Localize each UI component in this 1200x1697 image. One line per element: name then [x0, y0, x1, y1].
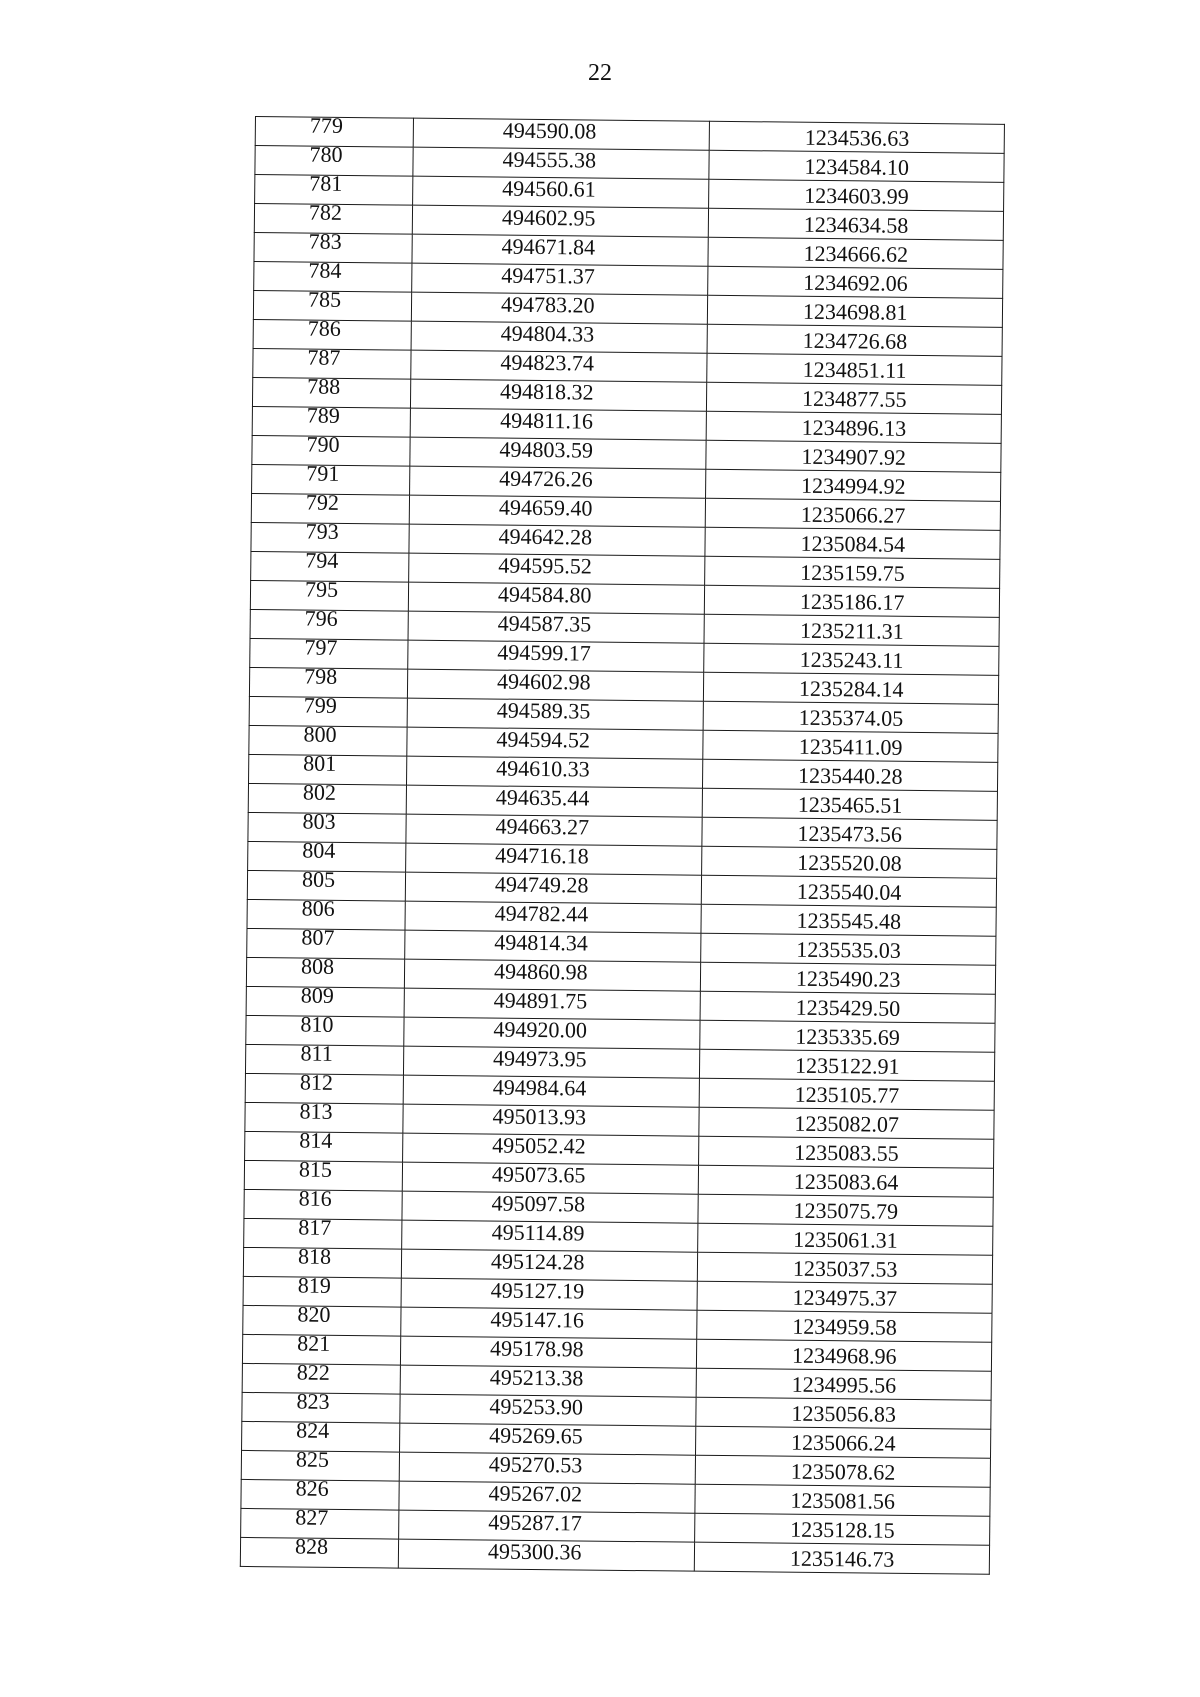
cell-text: 1234995.56 — [791, 1371, 897, 1398]
cell-text: 1235037.53 — [792, 1255, 898, 1282]
y-coordinate-cell — [701, 991, 996, 1023]
cell-text: 810 — [300, 1011, 334, 1037]
cell-text: 791 — [306, 460, 340, 486]
y-coordinate-cell — [708, 237, 1003, 269]
cell-text: 494920.00 — [493, 1016, 588, 1043]
cell-text: 805 — [301, 866, 336, 892]
cell-text: 797 — [304, 634, 338, 660]
cell-text: 494860.98 — [493, 958, 588, 985]
cell-text: 824 — [296, 1417, 330, 1443]
cell-text: 494716.18 — [495, 842, 589, 869]
page-number: 22 — [588, 60, 612, 86]
cell-text: 1235335.69 — [795, 1023, 900, 1050]
cell-text: 494782.44 — [494, 900, 589, 927]
cell-text: 494602.95 — [501, 204, 596, 231]
cell-text: 495267.02 — [488, 1480, 583, 1507]
cell-text: 1235075.79 — [793, 1197, 899, 1224]
cell-text: 1235078.62 — [790, 1458, 896, 1485]
cell-text: 1234994.92 — [801, 472, 906, 499]
cell-text: 815 — [298, 1156, 333, 1182]
y-coordinate-cell — [699, 1165, 994, 1197]
cell-text: 494823.74 — [500, 349, 595, 376]
cell-text: 495127.19 — [490, 1277, 585, 1304]
y-coordinate-cell — [706, 498, 1001, 530]
cell-text: 820 — [297, 1301, 331, 1327]
cell-text: 494671.84 — [501, 233, 596, 260]
cell-text: 788 — [307, 373, 341, 399]
y-coordinate-cell — [698, 1223, 993, 1255]
cell-text: 812 — [299, 1069, 334, 1095]
cell-text: 494594.52 — [496, 726, 591, 753]
y-coordinate-cell — [698, 1252, 993, 1284]
y-coordinate-cell — [695, 1484, 990, 1516]
cell-text: 801 — [303, 750, 337, 776]
y-coordinate-cell — [707, 382, 1002, 414]
cell-text: 780 — [309, 141, 343, 167]
cell-text: 1235535.03 — [796, 936, 901, 963]
cell-text: 494751.37 — [501, 262, 595, 289]
y-coordinate-cell — [702, 846, 997, 878]
cell-text: 494803.59 — [499, 436, 594, 463]
cell-text: 494973.95 — [493, 1045, 587, 1072]
y-coordinate-cell — [708, 295, 1003, 327]
cell-text: 803 — [302, 808, 336, 834]
cell-text: 790 — [306, 431, 340, 457]
y-coordinate-cell — [703, 730, 998, 762]
y-coordinate-cell — [703, 759, 998, 791]
cell-text: 785 — [307, 286, 342, 312]
cell-text: 1235083.55 — [794, 1139, 899, 1166]
y-coordinate-cell — [702, 875, 997, 907]
cell-text: 1235411.09 — [798, 733, 903, 760]
cell-text: 1235284.14 — [798, 675, 904, 702]
y-coordinate-cell — [696, 1455, 991, 1487]
cell-text: 1235056.83 — [791, 1400, 897, 1427]
cell-text: 1234975.37 — [792, 1284, 898, 1311]
cell-text: 796 — [304, 605, 338, 631]
cell-text: 781 — [309, 170, 343, 196]
cell-text: 821 — [297, 1330, 331, 1356]
cell-text: 1234896.13 — [801, 414, 907, 441]
cell-text: 495270.53 — [488, 1451, 583, 1478]
y-coordinate-cell — [696, 1397, 991, 1429]
cell-text: 816 — [298, 1185, 332, 1211]
cell-text: 819 — [297, 1272, 331, 1298]
cell-text: 494584.80 — [497, 581, 592, 608]
y-coordinate-cell — [704, 701, 999, 733]
cell-text: 1234959.58 — [792, 1313, 897, 1340]
cell-text: 495178.98 — [489, 1335, 584, 1362]
y-coordinate-cell — [706, 440, 1001, 472]
cell-text: 1235429.50 — [795, 994, 901, 1021]
cell-text: 782 — [308, 199, 343, 225]
cell-text: 1235083.64 — [793, 1168, 899, 1195]
point-number-cell — [240, 1533, 398, 1568]
cell-text: 495097.58 — [491, 1190, 586, 1217]
cell-text: 784 — [308, 257, 342, 283]
cell-text: 494811.16 — [500, 407, 594, 434]
cell-text: 1235440.28 — [797, 762, 903, 789]
cell-text: 494891.75 — [493, 987, 588, 1014]
cell-text: 1234692.06 — [803, 269, 908, 296]
cell-text: 495269.65 — [489, 1422, 583, 1449]
cell-text: 794 — [305, 547, 339, 573]
y-coordinate-cell — [698, 1194, 993, 1226]
cell-text: 799 — [303, 692, 337, 718]
y-coordinate-cell — [699, 1136, 994, 1168]
cell-text: 1235146.73 — [789, 1545, 895, 1572]
y-coordinate-cell — [697, 1339, 992, 1371]
cell-text: 783 — [308, 228, 342, 254]
cell-text: 826 — [295, 1475, 329, 1501]
cell-text: 494610.33 — [496, 755, 590, 782]
cell-text: 813 — [299, 1098, 333, 1124]
cell-text: 786 — [307, 315, 341, 341]
y-coordinate-cell — [700, 1049, 995, 1081]
y-coordinate-cell — [701, 904, 996, 936]
cell-text: 495147.16 — [490, 1306, 585, 1333]
cell-text: 495073.65 — [491, 1161, 586, 1188]
cell-text: 807 — [301, 924, 335, 950]
y-coordinate-cell — [709, 208, 1004, 240]
cell-text: 795 — [304, 576, 339, 602]
cell-text: 789 — [306, 402, 341, 428]
cell-text: 494726.26 — [499, 465, 593, 492]
cell-text: 494555.38 — [502, 146, 597, 173]
coordinates-table-body — [240, 112, 1004, 1575]
cell-text: 494590.08 — [502, 117, 597, 144]
y-coordinate-cell — [704, 672, 999, 704]
cell-text: 787 — [307, 344, 341, 370]
cell-text: 1234968.96 — [791, 1342, 897, 1369]
cell-text: 1234877.55 — [801, 385, 907, 412]
cell-text: 1234603.99 — [804, 182, 909, 209]
cell-text: 1235243.11 — [799, 646, 904, 673]
y-coordinate-cell — [705, 527, 1000, 559]
cell-text: 828 — [294, 1533, 329, 1559]
cell-text: 494984.64 — [492, 1074, 587, 1101]
cell-text: 494589.35 — [496, 697, 591, 724]
y-coordinate-cell — [710, 121, 1005, 153]
cell-text: 802 — [302, 779, 337, 805]
cell-text: 1235186.17 — [799, 588, 905, 615]
cell-text: 494602.98 — [496, 668, 591, 695]
y-coordinate-cell — [704, 643, 999, 675]
cell-text: 823 — [296, 1388, 330, 1414]
cell-text: 1235211.31 — [799, 617, 904, 644]
cell-text: 495124.28 — [490, 1248, 585, 1275]
y-coordinate-cell — [695, 1513, 990, 1545]
cell-text: 494814.34 — [494, 929, 588, 956]
cell-text: 495287.17 — [488, 1509, 582, 1536]
cell-text: 1235374.05 — [798, 704, 904, 731]
cell-text: 494663.27 — [495, 813, 590, 840]
cell-text: 1235122.91 — [794, 1052, 900, 1079]
cell-text: 1234851.11 — [802, 356, 907, 383]
y-coordinate-cell — [706, 469, 1001, 501]
cell-text: 822 — [296, 1359, 330, 1385]
cell-text: 494560.61 — [502, 175, 596, 202]
y-coordinate-cell — [699, 1107, 994, 1139]
cell-text: 804 — [302, 837, 336, 863]
cell-text: 1235465.51 — [797, 791, 903, 818]
cell-text: 1234634.58 — [803, 211, 909, 238]
cell-text: 494749.28 — [494, 871, 589, 898]
cell-text: 800 — [303, 721, 337, 747]
cell-text: 1235490.23 — [795, 965, 901, 992]
y-coordinate-cell — [702, 817, 997, 849]
cell-text: 818 — [297, 1243, 332, 1269]
y-coordinate-cell — [696, 1426, 991, 1458]
cell-text: 495253.90 — [489, 1393, 584, 1420]
y-coordinate-cell — [707, 411, 1002, 443]
cell-text: 827 — [295, 1504, 329, 1530]
cell-text: 1235545.48 — [796, 907, 902, 934]
y-coordinate-cell — [705, 585, 1000, 617]
cell-text: 792 — [305, 489, 340, 515]
y-coordinate-cell — [708, 266, 1003, 298]
cell-text: 494818.32 — [499, 378, 594, 405]
cell-text: 1235473.56 — [797, 820, 903, 847]
cell-text: 495052.42 — [492, 1132, 586, 1159]
y-coordinate-cell — [707, 353, 1002, 385]
cell-text: 494599.17 — [497, 639, 592, 666]
y-coordinate-cell — [709, 150, 1004, 182]
cell-text: 1235061.31 — [793, 1226, 898, 1253]
cell-text: 1234536.63 — [804, 124, 910, 151]
cell-text: 1235081.56 — [790, 1487, 896, 1514]
y-coordinate-cell — [701, 962, 996, 994]
cell-text: 806 — [301, 895, 335, 921]
cell-text: 494635.44 — [495, 784, 590, 811]
y-coordinate-cell — [704, 614, 999, 646]
cell-text: 1235082.07 — [794, 1110, 900, 1137]
cell-text: 1235105.77 — [794, 1081, 900, 1108]
cell-text: 494595.52 — [498, 552, 592, 579]
y-coordinate-cell — [697, 1281, 992, 1313]
cell-text: 495213.38 — [489, 1364, 584, 1391]
y-coordinate-cell — [709, 179, 1004, 211]
cell-text: 1234698.81 — [802, 298, 908, 325]
cell-text: 495300.36 — [487, 1538, 582, 1565]
y-coordinate-cell — [700, 1078, 995, 1110]
y-coordinate-cell — [703, 788, 998, 820]
cell-text: 494804.33 — [500, 320, 595, 347]
cell-text: 1235084.54 — [800, 530, 906, 557]
cell-text: 495114.89 — [491, 1219, 585, 1246]
cell-text: 494783.20 — [500, 291, 595, 318]
cell-text: 1234584.10 — [804, 153, 910, 180]
cell-text: 1235066.27 — [800, 501, 906, 528]
y-coordinate-cell — [705, 556, 1000, 588]
cell-text: 1235128.15 — [790, 1516, 895, 1543]
cell-text: 798 — [304, 663, 338, 689]
y-coordinate-cell — [695, 1542, 990, 1574]
cell-text: 814 — [299, 1127, 333, 1153]
y-coordinate-cell — [707, 324, 1002, 356]
cell-text: 495013.93 — [492, 1103, 587, 1130]
cell-text: 809 — [300, 982, 334, 1008]
cell-text: 779 — [309, 112, 344, 138]
y-coordinate-cell — [697, 1310, 992, 1342]
cell-text: 811 — [300, 1040, 333, 1066]
coordinates-table — [240, 112, 1005, 1575]
x-coordinate-cell — [398, 1539, 695, 1571]
cell-text: 494659.40 — [498, 494, 593, 521]
cell-text: 793 — [305, 518, 339, 544]
cell-text: 808 — [300, 953, 335, 979]
cell-text: 1235540.04 — [796, 878, 902, 905]
cell-text: 1235066.24 — [790, 1429, 896, 1456]
cell-text: 1234666.62 — [803, 240, 909, 267]
cell-text: 1235159.75 — [800, 559, 905, 586]
cell-text: 494642.28 — [498, 523, 593, 550]
y-coordinate-cell — [700, 1020, 995, 1052]
y-coordinate-cell — [701, 933, 996, 965]
cell-text: 1234726.68 — [802, 327, 908, 354]
y-coordinate-cell — [697, 1368, 992, 1400]
cell-text: 1234907.92 — [801, 443, 907, 470]
cell-text: 817 — [298, 1214, 332, 1240]
cell-text: 1235520.08 — [797, 849, 902, 876]
cell-text: 494587.35 — [497, 610, 592, 637]
cell-text: 825 — [295, 1446, 330, 1472]
